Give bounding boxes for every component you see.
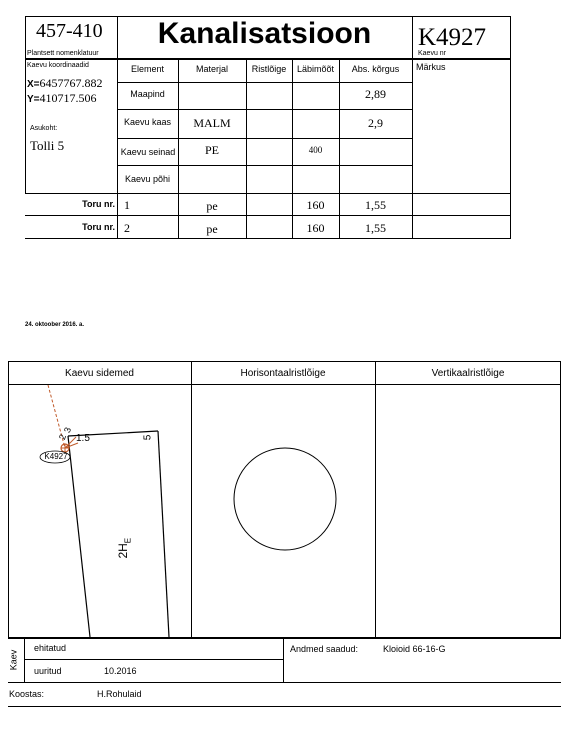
col-header-diameter: Läbimõõt [296, 64, 335, 74]
distance-left: 1.5 [76, 433, 90, 444]
footer-mid-line [24, 659, 283, 660]
x-label: X= [27, 79, 40, 90]
nomenclature-label: Plantsett nomenklatuur [27, 50, 99, 57]
source-label: Andmed saadud: [290, 644, 359, 654]
pipe-diameter: 160 [306, 221, 325, 235]
row-element: Kaevu kaas [123, 117, 172, 127]
coords-label: Kaevu koordinaadid [27, 62, 89, 69]
y-value: 410717.506 [39, 91, 97, 105]
location-value: Tolli 5 [30, 138, 65, 153]
pipe-label: Toru nr. [82, 199, 115, 209]
building-right-edge [158, 431, 169, 637]
panel-title-vertical: Vertikaalristlõige [431, 368, 505, 379]
row-element: Maapind [130, 89, 165, 99]
status-value: ehitatud [34, 643, 67, 653]
building-label [116, 538, 132, 559]
info-left-border [25, 60, 26, 193]
author-label: Koostas: [9, 689, 45, 699]
document-date: 24. oktoober 2016. a. [25, 322, 85, 328]
source-value: Kloioid 66-16-G [383, 644, 446, 654]
table-row-line [117, 138, 412, 139]
col-header-notes: Märkus [416, 62, 446, 72]
author-value: H.Rohulaid [97, 689, 142, 699]
survey-date: 10.2016 [104, 666, 137, 676]
x-value: 6457767.882 [39, 76, 103, 90]
row-diameter: 400 [308, 145, 323, 155]
col-header-abs-height: Abs. kõrgus [351, 64, 400, 74]
pipe-label-2: 2 [56, 432, 69, 442]
pipe-label-3: 3 [61, 425, 74, 435]
pipe-height: 1,55 [365, 221, 386, 235]
survey-label: uuritud [34, 666, 62, 676]
building-code: 2H [116, 543, 131, 559]
panel-title-horizontal: Horisontaalristlõige [240, 368, 326, 379]
panel-divider [375, 361, 376, 638]
footer-col-divider [283, 638, 284, 682]
well-number: K4927 [418, 24, 487, 51]
col-header-cross-section: Ristlõige [251, 64, 287, 74]
header-divider-right [412, 16, 413, 60]
row-element: Kaevu põhi [124, 174, 171, 184]
footer-bottom-line [8, 682, 561, 683]
well-circle [234, 448, 336, 550]
distance-right: 5 [142, 434, 154, 441]
pipe-no: 2 [124, 221, 130, 235]
footer-end-line [8, 706, 561, 707]
pipe-height: 1,55 [365, 198, 386, 212]
table-col-line [510, 60, 511, 238]
pipe-material: pe [206, 222, 218, 236]
row-height: 2,9 [368, 116, 383, 130]
table-row-line [25, 215, 511, 216]
pipe-label: Toru nr. [82, 222, 115, 232]
page-title: Kanalisatsioon [157, 17, 372, 50]
building-sub: E [123, 537, 133, 544]
footer-side-label: Kaev [8, 649, 19, 671]
footer-top-line [8, 638, 561, 639]
col-header-element: Element [130, 64, 165, 74]
connections-sketch [8, 385, 191, 637]
panel-title-connections: Kaevu sidemed [65, 368, 134, 379]
well-tag: K4927 [44, 452, 68, 461]
row-element: Kaevu seinad [120, 147, 176, 157]
row-material: MALM [193, 116, 231, 130]
well-number-label: Kaevu nr [418, 50, 447, 57]
pipe-diameter: 160 [306, 198, 325, 212]
table-col-line [246, 60, 247, 238]
location-label: Asukoht: [30, 125, 58, 132]
pipe-no: 1 [124, 198, 130, 212]
building-left-edge [68, 436, 90, 637]
col-header-material: Materjal [195, 64, 228, 74]
table-row-line [117, 165, 412, 166]
y-label: Y= [27, 94, 40, 105]
table-row-line [117, 82, 412, 83]
row-height: 2,89 [365, 87, 386, 101]
y-coordinate [27, 89, 97, 107]
pipe-material: pe [206, 199, 218, 213]
table-row-line [25, 238, 511, 239]
nomenclature-value: 457-410 [36, 20, 103, 42]
table-col-line [412, 60, 413, 238]
table-row-line [25, 193, 511, 194]
row-material: PE [204, 143, 219, 157]
table-row-line [117, 109, 412, 110]
footer-side-divider [24, 638, 25, 682]
horizontal-section [191, 385, 375, 637]
